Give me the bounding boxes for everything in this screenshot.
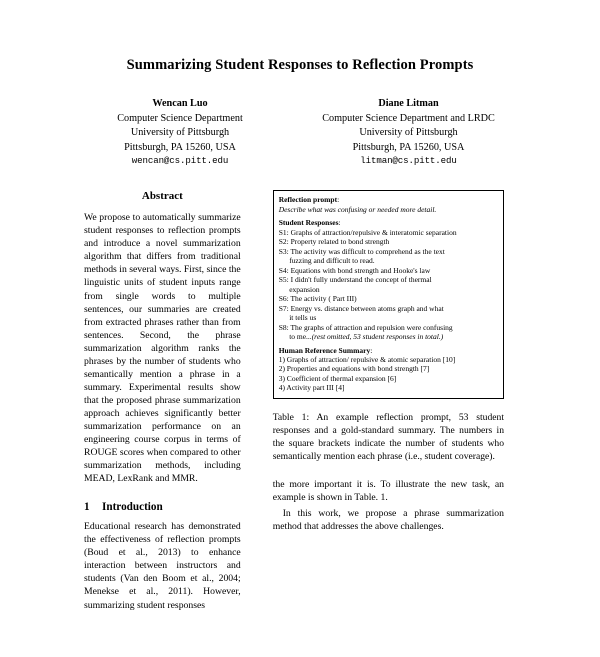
student-responses-label: Student Responses — [278, 218, 339, 228]
response-text: The activity ( Part III) — [290, 294, 357, 304]
page-title: Summarizing Student Responses to Reflection Prompts — [126, 57, 474, 73]
author-block-2 — [289, 97, 529, 168]
response-text: Equations with bond strength and Hooke's law — [290, 265, 431, 275]
response-id: S2 — [278, 237, 287, 247]
colon: : — [370, 345, 373, 355]
example-table — [273, 190, 504, 399]
author-name: Diane Litman — [378, 98, 439, 110]
response-continuation: it tells us — [289, 313, 317, 323]
omitted-note: (rest omitted, 53 student responses in total.) — [311, 332, 444, 342]
author-university: University of Pittsburgh — [130, 127, 230, 139]
response-continuation-text: to me... — [289, 332, 312, 342]
table-caption: Table 1: An example reflection prompt, 53 student responses and a gold-standard summary. The numbers in the square brackets indicate the number of students who semantically mention each phrase (i.e., student coverage). — [272, 411, 504, 462]
response-row: S4: Equations with bond strength and Hooke's law — [278, 265, 431, 275]
response-row: S6: The activity ( Part III) — [278, 294, 357, 304]
author-email: litman@cs.pitt.edu — [360, 155, 457, 167]
author-affiliation: Computer Science Department — [117, 112, 243, 124]
response-id: S7 — [278, 303, 287, 313]
right-column — [259, 190, 586, 611]
author-university: University of Pittsburgh — [359, 127, 458, 139]
response-row: S5: I didn't fully understand the concept of thermal — [278, 275, 432, 285]
author-affiliation: Computer Science Department and LRDC — [322, 112, 495, 124]
author-block-1 — [72, 97, 289, 168]
section-number: 1 — [84, 501, 90, 514]
summary-item: 2) Properties and equations with bond strength [7] — [278, 364, 430, 374]
reflection-prompt-label: Reflection prompt — [278, 195, 338, 205]
paper-page — [0, 57, 600, 657]
tail-paragraph-2: In this work, we propose a phrase summarization method that addresses the above challenges. — [272, 507, 504, 532]
response-text: Graphs of attraction/repulsive & interatomic separation — [290, 227, 457, 237]
response-continuation: fuzzing and difficult to read. — [289, 256, 375, 266]
author-email: wencan@cs.pitt.edu — [131, 155, 229, 167]
tail-paragraph-1: the more important it is. To illustrate the new task, an example is shown in Table. 1. — [272, 478, 504, 503]
response-continuation — [279, 332, 498, 341]
response-row: S8: The graphs of attraction and repulsion were confusing — [278, 322, 453, 332]
author-list — [0, 97, 600, 168]
response-text: Property related to bond strength — [290, 237, 390, 247]
response-text: The activity was difficult to comprehend as the text — [290, 246, 445, 256]
response-id: S6 — [278, 294, 287, 304]
abstract-heading: Abstract — [141, 190, 183, 203]
response-text: I didn't fully understand the concept of thermal — [290, 275, 432, 285]
response-text: Energy vs. distance between atoms graph and what — [290, 303, 444, 313]
response-id: S4 — [278, 265, 287, 275]
response-continuation: expansion — [289, 284, 320, 294]
summary-item: 3) Coefficient of thermal expansion [6] — [278, 373, 397, 383]
summary-item: 1) Graphs of attraction/ repulsive & atomic separation [10] — [278, 354, 456, 364]
response-id: S5 — [278, 275, 287, 285]
human-reference-summary-label: Human Reference Summary — [278, 345, 371, 355]
response-id: S1 — [278, 227, 287, 237]
response-row: S2: Property related to bond strength — [278, 237, 390, 247]
colon: : — [337, 195, 340, 205]
introduction-paragraph: Educational research has demonstrated the effectiveness of reflection prompts (Boud et al., 2013) to enhance interaction between instructors and students (Van den Boom et al., 2004; Menekse et al., 2011). However, summarizing student responses — [84, 521, 241, 611]
prompt-label-row — [279, 195, 498, 204]
section-heading-introduction — [84, 501, 241, 513]
right-column-tail — [273, 478, 504, 533]
response-row: S1: Graphs of attraction/repulsive & interatomic separation — [278, 227, 457, 237]
author-name: Wencan Luo — [152, 98, 208, 110]
two-column-body — [0, 190, 600, 611]
response-row: S7: Energy vs. distance between atoms graph and what — [278, 303, 444, 313]
response-id: S3 — [278, 246, 287, 256]
abstract-text: We propose to automatically summarize student responses to reflection prompts and introduce a novel summarization algorithm that differs from traditional methods in several ways. First, since the linguistic units of student inputs range from single words to multiple sentences, our summaries are created from extracted phrases rather than from sentences. Second, the phrase summarization algorithm ranks the phrases by the number of students who semantically mention a phrase in a summary. Experimental results show that the proposed phrase summarization approach achieves significantly better summarization performance on an engineering course corpus in terms of ROUGE scores when compared to other summarization methods, including MEAD, LexRank and MMR. — [84, 212, 241, 485]
reflection-prompt-text: Describe what was confusing or needed more detail. — [278, 204, 437, 214]
response-text: The graphs of attraction and repulsion were confusing — [290, 322, 453, 332]
summary-item: 4) Activity part III [4] — [278, 383, 345, 393]
response-row: S3: The activity was difficult to comprehend as the text — [278, 246, 445, 256]
author-address: Pittsburgh, PA 15260, USA — [352, 141, 465, 153]
section-title: Introduction — [102, 501, 163, 514]
responses-label-row — [279, 218, 498, 227]
summary-label-row — [279, 346, 498, 355]
colon: : — [338, 218, 341, 228]
left-column — [14, 190, 259, 611]
response-id: S8 — [278, 322, 287, 332]
author-address: Pittsburgh, PA 15260, USA — [124, 141, 236, 153]
